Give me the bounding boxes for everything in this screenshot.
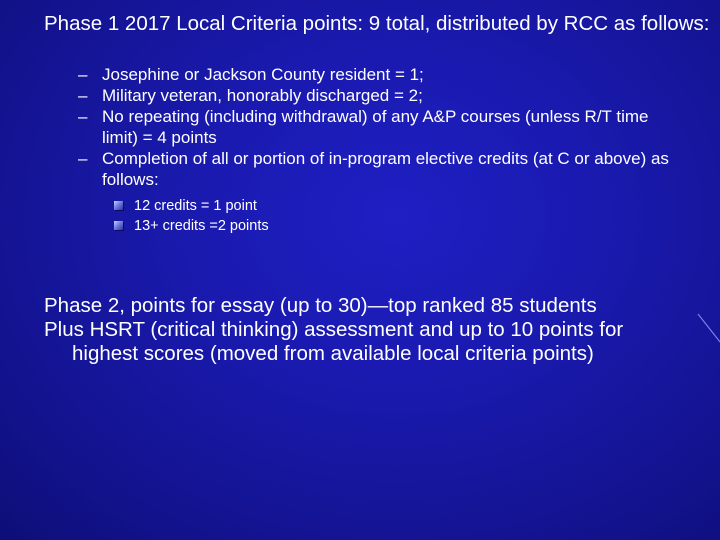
light-streak-decoration <box>694 312 720 346</box>
credits-13-item: 13+ credits =2 points <box>134 218 269 234</box>
credits-12-item: 12 credits = 1 point <box>134 198 257 214</box>
phase2-essay-text: Phase 2, points for essay (up to 30)—top ranked 85 students <box>44 294 597 317</box>
dash-bullet: – <box>78 149 88 168</box>
dash-bullet: – <box>78 86 88 105</box>
criteria-item-no-repeat: No repeating (including withdrawal) of any A&P courses (unless R/T time limit) = 4 points <box>102 107 649 147</box>
criteria-item-electives: Completion of all or portion of in-program elective credits (at C or above) as follows: <box>102 149 669 189</box>
criteria-item-veteran: Military veteran, honorably discharged = 2; <box>102 86 423 105</box>
elective-credits-list <box>112 196 672 236</box>
list-item <box>78 148 688 190</box>
list-item <box>112 196 672 216</box>
square-bullet-icon <box>114 221 123 230</box>
list-item <box>112 216 672 236</box>
list-item <box>78 64 688 85</box>
dash-bullet: – <box>78 107 88 126</box>
criteria-item-residency: Josephine or Jackson County resident = 1; <box>102 65 424 84</box>
list-item <box>78 106 688 148</box>
square-bullet-icon <box>114 201 123 210</box>
phase1-heading: Phase 1 2017 Local Criteria points: 9 total, distributed by RCC as follows: <box>44 12 710 35</box>
phase2-hsrt-text: Plus HSRT (critical thinking) assessment and up to 10 points for highest scores (moved from available local criteria points) <box>44 318 624 365</box>
phase1-criteria-list <box>78 64 688 190</box>
phase2-section <box>44 294 664 366</box>
list-item <box>78 85 688 106</box>
dash-bullet: – <box>78 65 88 84</box>
